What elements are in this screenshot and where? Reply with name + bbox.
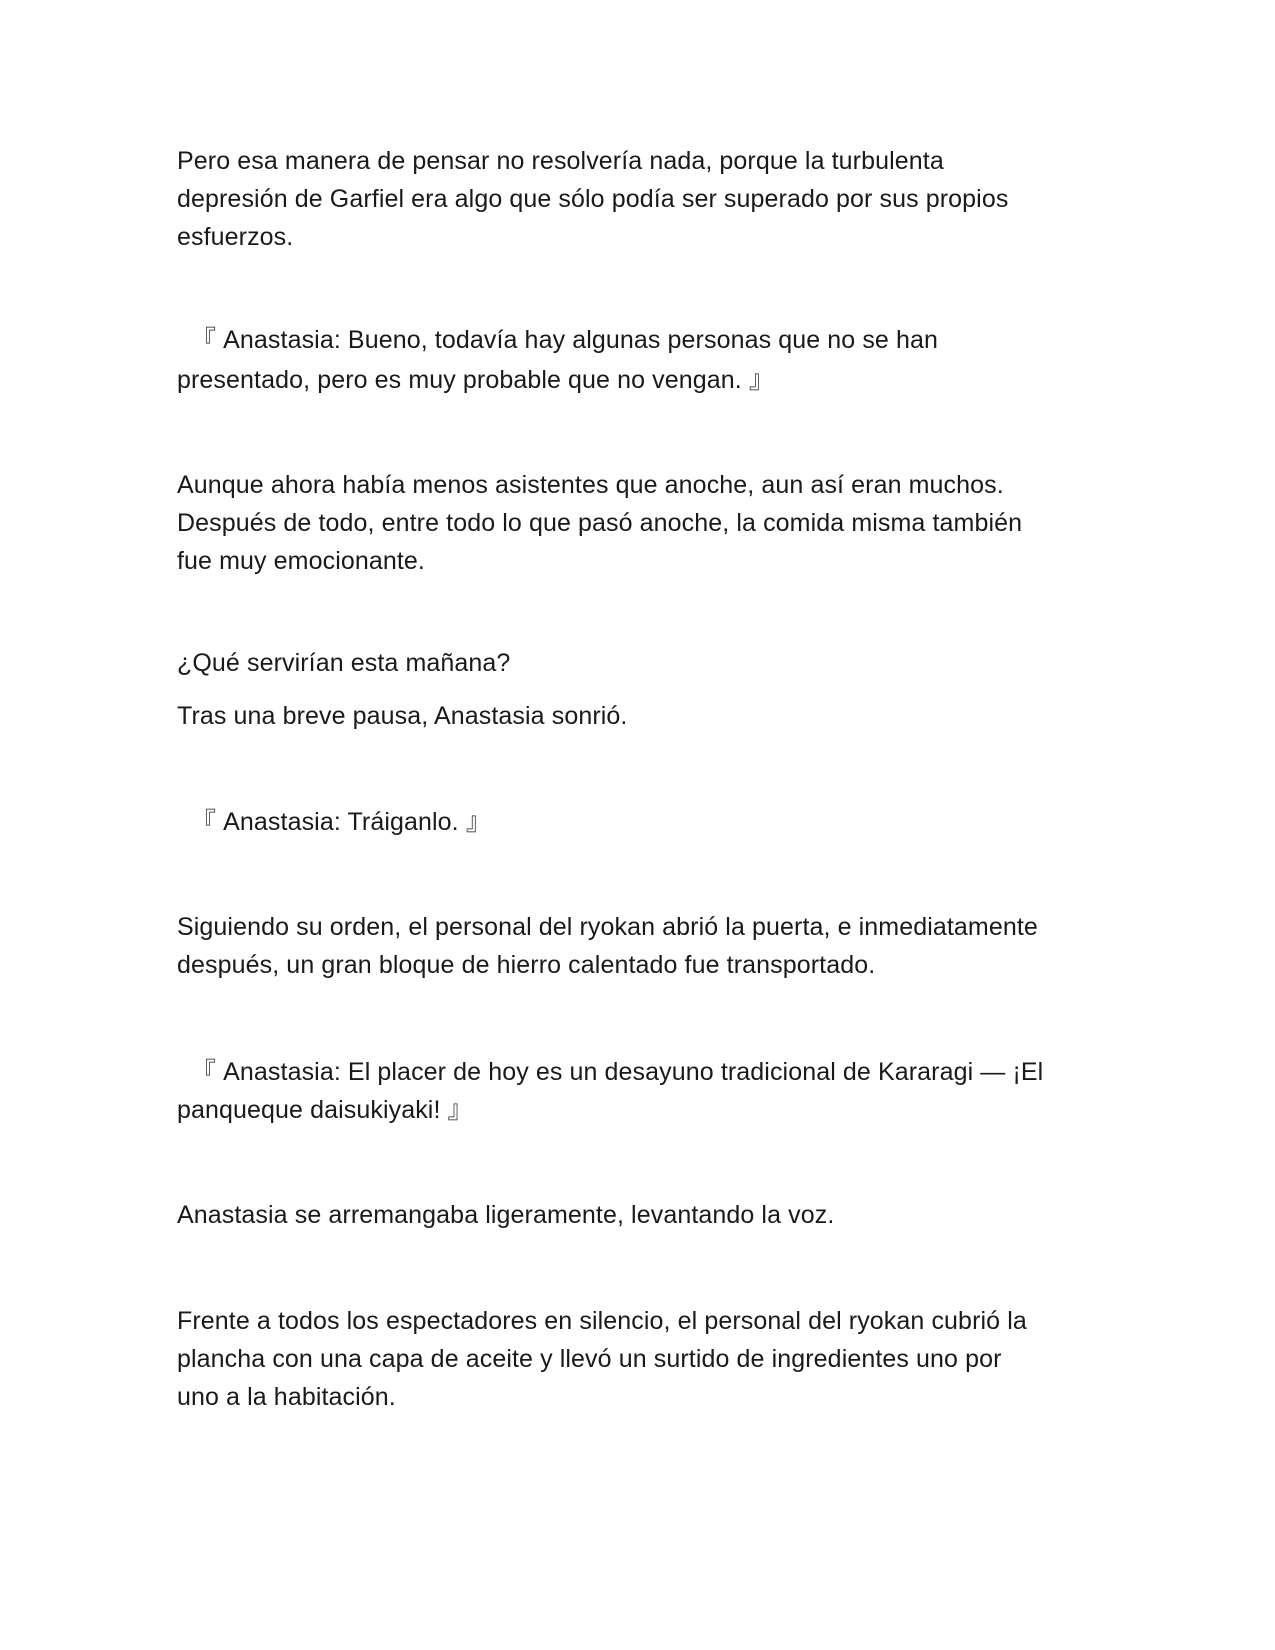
text-line: presentado, pero es muy probable que no vengan. 』 [177, 366, 774, 394]
text-line: plancha con una capa de aceite y llevó un surtido de ingredientes uno por [177, 1345, 1002, 1373]
dialogue-anastasia-attendees [177, 320, 1107, 400]
text-line: fue muy emocionante. [177, 547, 425, 575]
text-line: 『 Anastasia: Bueno, todavía hay algunas personas que no se han [191, 326, 938, 354]
paragraph-sleeves [177, 1196, 1107, 1234]
text-line: 『 Anastasia: Tráiganlo. 』 [191, 808, 491, 836]
text-line: ¿Qué servirían esta mañana? [177, 649, 511, 677]
text-line: después, un gran bloque de hierro calentado fue transportado. [177, 951, 876, 979]
text-line: Pero esa manera de pensar no resolvería nada, porque la turbulenta [177, 147, 944, 175]
text-line: Aunque ahora había menos asistentes que anoche, aun así eran muchos. [177, 471, 1004, 499]
dialogue-anastasia-bring-it [177, 803, 1107, 841]
paragraph-griddle-ingredients [177, 1302, 1107, 1416]
paragraph-iron-block [177, 908, 1107, 984]
text-line: uno a la habitación. [177, 1383, 396, 1411]
text-line: Tras una breve pausa, Anastasia sonrió. [177, 702, 628, 730]
paragraph-question-breakfast [177, 644, 1107, 682]
dialogue-anastasia-daisukiyaki [177, 1053, 1107, 1129]
text-line: depresión de Garfiel era algo que sólo podía ser superado por sus propios [177, 185, 1009, 213]
paragraph-pause-smile [177, 697, 1107, 735]
text-line: Después de todo, entre todo lo que pasó anoche, la comida misma también [177, 509, 1023, 537]
text-line: Frente a todos los espectadores en silencio, el personal del ryokan cubrió la [177, 1307, 1027, 1335]
text-line: 『 Anastasia: El placer de hoy es un desayuno tradicional de Kararagi — ¡El [191, 1058, 1044, 1086]
text-line: Anastasia se arremangaba ligeramente, levantando la voz. [177, 1201, 835, 1229]
text-line: esfuerzos. [177, 223, 294, 251]
paragraph-fewer-attendees [177, 466, 1107, 580]
text-line: Siguiendo su orden, el personal del ryokan abrió la puerta, e inmediatamente [177, 913, 1038, 941]
paragraph-garfiel-depression [177, 142, 1107, 256]
text-line: panqueque daisukiyaki! 』 [177, 1096, 473, 1124]
